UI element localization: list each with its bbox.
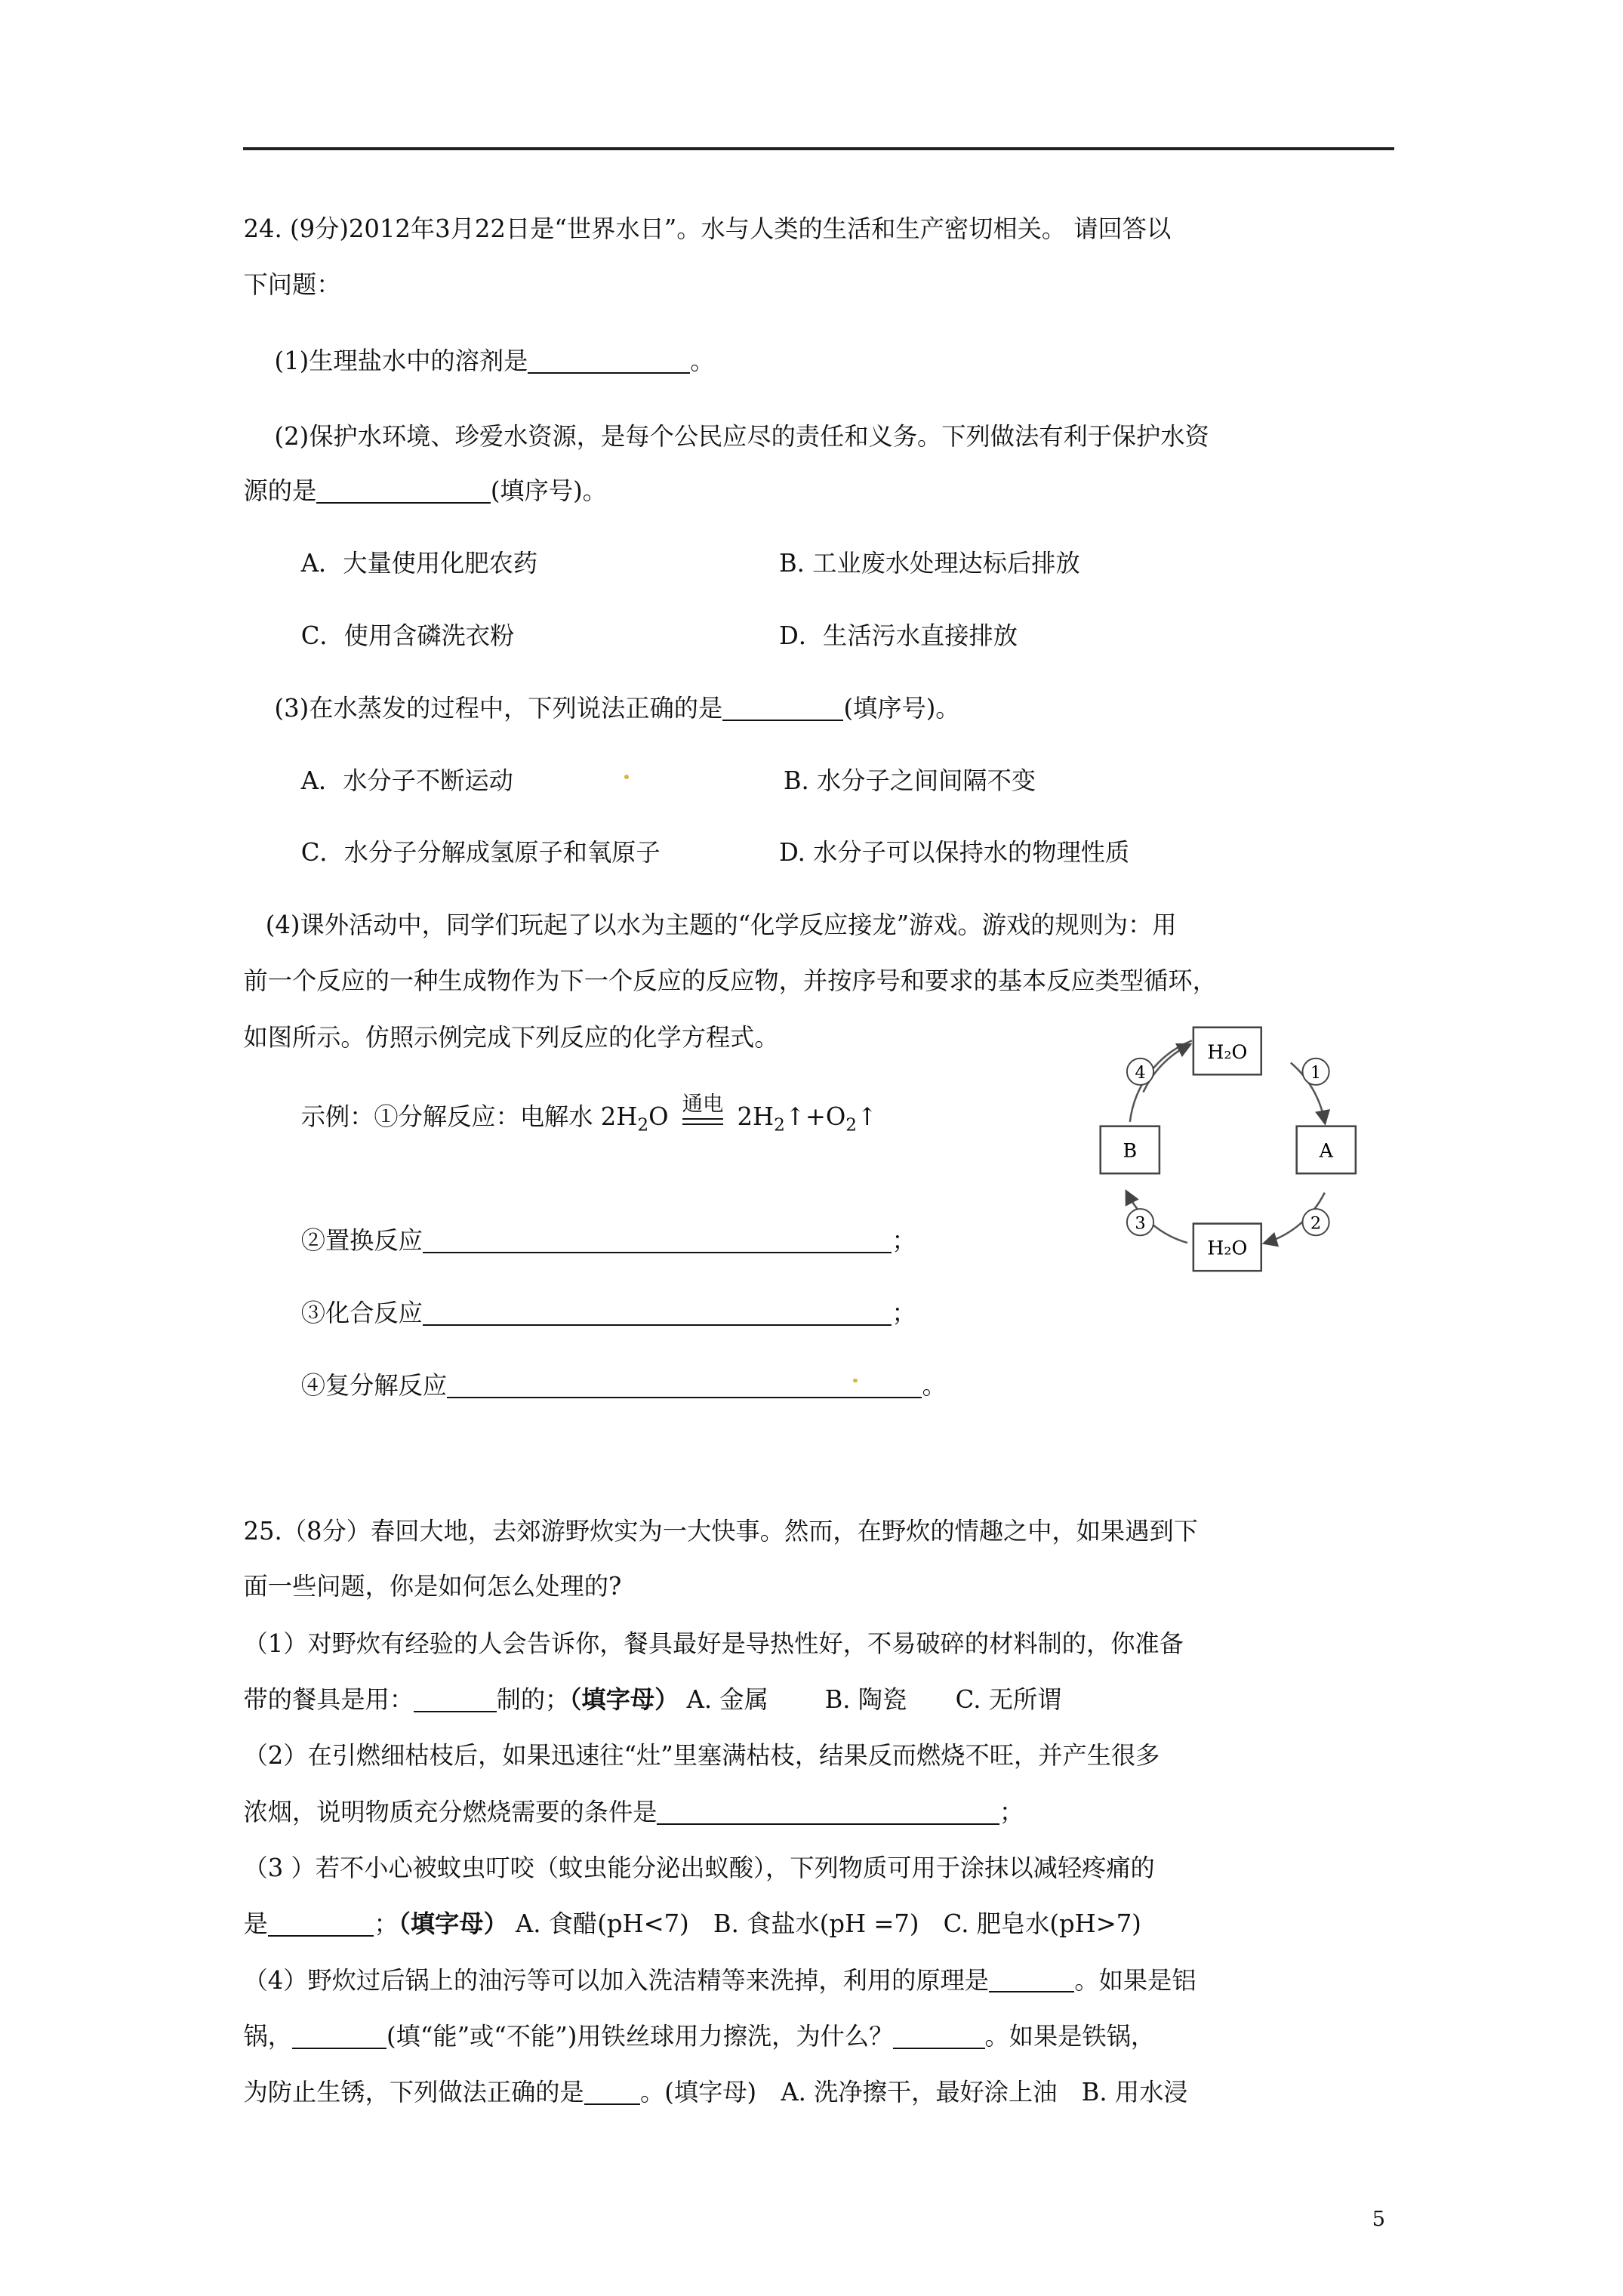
q25-intro-line1: 25.（8分）春回大地，去郊游野炊实为一大快事。然而，在野炊的情趣之中，如果遇到下 xyxy=(243,1517,1198,1546)
q24-part2-blank[interactable] xyxy=(316,476,491,504)
q24-part3-option-d: D. 水分子可以保持水的物理性质 xyxy=(778,838,1130,868)
q25-part4-line1: （4）野炊过后锅上的油污等可以加入洗洁精等来洗掉，利用的原理是 。如果是铝 xyxy=(243,1965,1196,1995)
q24-part1-label: (1)生理盐水中的溶剂是 xyxy=(274,347,528,376)
q25-intro-line2: 面一些问题，你是如何怎么处理的? xyxy=(243,1571,622,1601)
svg-text:B: B xyxy=(1123,1139,1138,1162)
q24-part2-option-c: C．使用含磷洗衣粉 xyxy=(300,621,515,650)
q25-part4-blank-can[interactable] xyxy=(292,2022,387,2049)
svg-text:H₂O: H₂O xyxy=(1207,1236,1248,1259)
q24-part3-option-c: C．水分子分解成氢原子和氧原子 xyxy=(300,838,661,868)
q24-part1-blank[interactable] xyxy=(528,347,690,374)
q25-part1-line1: （1）对野炊有经验的人会告诉你，餐具最好是导热性好，不易破碎的材料制的，你准备 xyxy=(243,1629,1184,1658)
q24-reaction2: ②置换反应 ； xyxy=(300,1226,916,1256)
q24-part2-option-a: A．大量使用化肥农药 xyxy=(300,549,538,578)
q24-part3-option-b: B. 水分子之间间隔不变 xyxy=(783,766,1036,795)
q25-part3-blank[interactable] xyxy=(268,1909,374,1937)
q24-intro-line2: 下问题： xyxy=(243,270,341,299)
q24-part2-line2: 源的是 (填序号)。 xyxy=(243,476,607,506)
q25-part4-line2: 锅， (填“能”或“不能”)用铁丝球用力擦洗，为什么？ 。如果是铁锅， xyxy=(243,2021,1156,2051)
page-number: 5 xyxy=(1372,2207,1386,2231)
q25-part4-blank-principle[interactable] xyxy=(989,1966,1074,1993)
q24-part2-line1: (2)保护水环境、珍爱水资源，是每个公民应尽的责任和义务。下列做法有利于保护水资 xyxy=(274,422,1209,451)
q24-part3: (3)在水蒸发的过程中，下列说法正确的是 (填序号)。 xyxy=(274,693,960,723)
q24-part4-line3: 如图所示。仿照示例完成下列反应的化学方程式。 xyxy=(243,1022,779,1052)
circled-label-3 xyxy=(1127,1209,1153,1235)
q24-part1: (1)生理盐水中的溶剂是 。 xyxy=(274,347,715,376)
svg-text:A: A xyxy=(1319,1139,1334,1162)
speck xyxy=(853,1379,858,1383)
circled-label-4 xyxy=(1127,1058,1153,1084)
svg-text:4: 4 xyxy=(1135,1062,1146,1083)
q24-reaction4-blank[interactable] xyxy=(447,1371,922,1398)
q24-part2-option-d: D．生活污水直接排放 xyxy=(778,621,1018,650)
q24-reaction3-blank[interactable] xyxy=(423,1299,892,1326)
q24-part3-option-a: A．水分子不断运动 xyxy=(300,766,513,795)
q25-part1-line2: 带的餐具是用： 制的；（填字母） A. 金属 B. 陶瓷 C. 无所谓 xyxy=(243,1685,1062,1715)
q25-part4-blank-rust[interactable] xyxy=(584,2078,640,2105)
reaction-condition: 通电 xyxy=(676,1087,729,1126)
q24-part3-blank[interactable] xyxy=(722,694,843,721)
q25-part2-line1: （2）在引燃细枯枝后，如果迅速往“灶”里塞满枯枝，结果反而燃烧不旺，并产生很多 xyxy=(243,1741,1160,1771)
q25-part2-blank[interactable] xyxy=(657,1798,999,1825)
header-rule xyxy=(243,147,1394,150)
svg-text:H₂O: H₂O xyxy=(1207,1040,1248,1063)
q24-intro-line1: 24. (9分)2012年3月22日是“世界水日”。水与人类的生活和生产密切相关。 请回答以 xyxy=(243,214,1172,243)
circled-label-1 xyxy=(1303,1058,1329,1084)
q25-part4-blank-why[interactable] xyxy=(893,2022,984,2049)
q24-reaction3: ③化合反应 ； xyxy=(300,1299,916,1328)
svg-text:1: 1 xyxy=(1310,1062,1322,1083)
q25-part3-line1: （3 ）若不小心被蚊虫叮咬（蚊虫能分泌出蚁酸），下列物质可用于涂抹以减轻疼痛的 xyxy=(243,1853,1155,1882)
q24-part2-option-b: B. 工业废水处理达标后排放 xyxy=(778,549,1080,578)
q25-part2-line2: 浓烟，说明物质充分燃烧需要的条件是 ； xyxy=(243,1797,1024,1826)
svg-text:3: 3 xyxy=(1135,1213,1146,1234)
speck xyxy=(624,775,629,779)
q24-example-equation: 示例：①分解反应：电解水 $2H_2O$ 通电 $2H_2↑+O_2↑$ xyxy=(301,1098,877,1140)
q24-reaction2-blank[interactable] xyxy=(423,1226,892,1253)
q24-part4-line2: 前一个反应的一种生成物作为下一个反应的反应物，并按序号和要求的基本反应类型循环， xyxy=(243,966,1217,996)
q25-part4-line3: 为防止生锈，下列做法正确的是 。(填字母) A. 洗净擦干，最好涂上油 B. 用水浸 xyxy=(243,2078,1188,2107)
q25-part1-blank[interactable] xyxy=(414,1685,496,1712)
reaction-cycle-diagram xyxy=(1092,1019,1372,1284)
q24-part4-line1: (4)课外活动中，同学们玩起了以水为主题的“化学反应接龙”游戏。游戏的规则为：用 xyxy=(265,911,1177,940)
q25-part3-line2: 是 ；（填字母） A. 食醋(pH<7) B. 食盐水(pH =7) C. 肥皂水(pH>7) xyxy=(243,1909,1141,1939)
q24-reaction4: ④复分解反应 。 xyxy=(300,1370,947,1400)
circled-label-2 xyxy=(1303,1209,1329,1235)
svg-text:2: 2 xyxy=(1310,1213,1322,1234)
